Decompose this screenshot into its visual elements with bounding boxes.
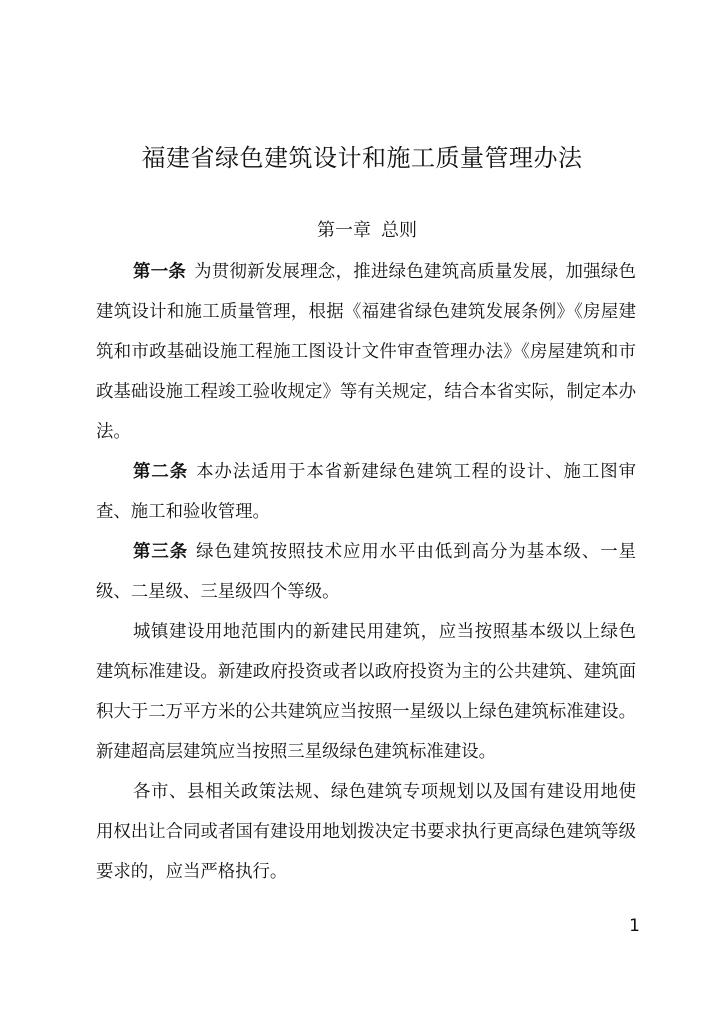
paragraph-text: 各市、县相关政策法规、绿色建筑专项规划以及国有建设用地使用权出让合同或者国有建设用地划拨决定书要求执行更高绿色建筑等级要求的，应当严格执行。 — [96, 782, 636, 882]
page-number: 1 — [629, 916, 640, 936]
chapter-name: 总则 — [381, 220, 417, 241]
paragraph-text: 城镇建设用地范围内的新建民用建筑，应当按照基本级以上绿色建筑标准建设。新建政府投资或者以政府投资为主的公共建筑、建筑面积大于二万平方米的公共建筑应当按照一星级以上绿色建筑标准建设。新建超高层建筑应当按照三星级绿色建筑标准建设。 — [96, 622, 636, 762]
article-3-paragraph-3 — [96, 772, 636, 892]
article-text: 绿色建筑按照技术应用水平由低到高分为基本级、一星级、二星级、三星级四个等级。 — [96, 542, 636, 602]
chapter-number: 第一章 — [317, 220, 371, 241]
article-label: 第二条 — [133, 462, 189, 482]
article-3 — [96, 532, 636, 612]
article-text: 本办法适用于本省新建绿色建筑工程的设计、施工图审查、施工和验收管理。 — [96, 462, 636, 522]
document-body — [96, 252, 636, 892]
chapter-heading — [0, 216, 724, 246]
article-label: 第三条 — [133, 542, 189, 562]
article-3-paragraph-2 — [96, 612, 636, 772]
document-title: 福建省绿色建筑设计和施工质量管理办法 — [141, 144, 583, 172]
article-1 — [96, 252, 636, 452]
article-2 — [96, 452, 636, 532]
article-text: 为贯彻新发展理念，推进绿色建筑高质量发展，加强绿色建筑设计和施工质量管理，根据《福建省绿色建筑发展条例》《房屋建筑和市政基础设施工程施工图设计文件审查管理办法》《房屋建筑和市政基础设施工程竣工验收规定》等有关规定，结合本省实际，制定本办法。 — [96, 262, 636, 442]
article-label: 第一条 — [133, 262, 187, 282]
